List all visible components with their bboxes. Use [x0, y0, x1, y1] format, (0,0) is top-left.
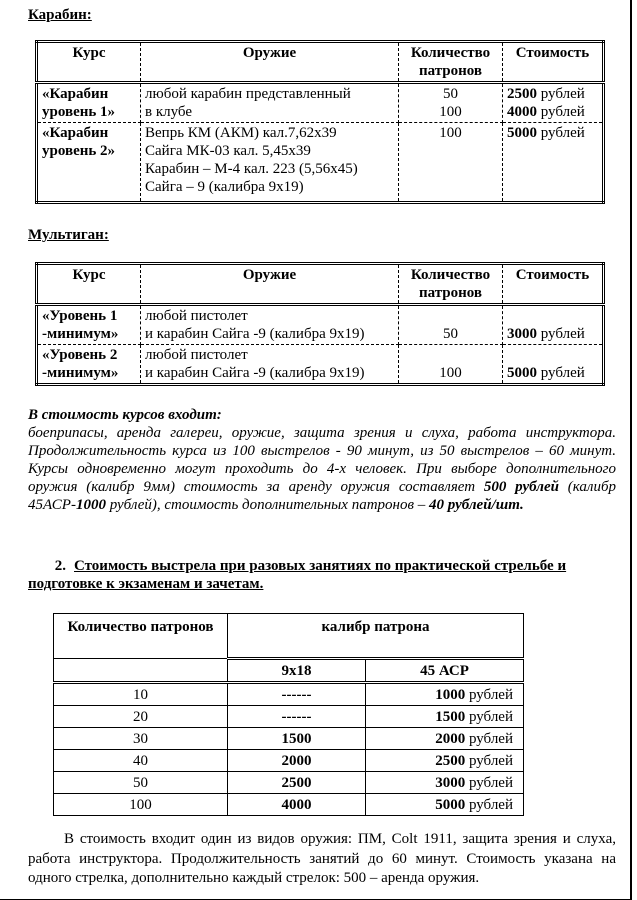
ammo-cell	[399, 83, 503, 123]
ammo-value: 100	[439, 125, 462, 141]
note-emphasis: 40 рублей/шт.	[429, 497, 524, 513]
price-cell	[503, 123, 604, 203]
price-cell	[503, 345, 604, 385]
header-ammo: Количество патронов	[399, 42, 503, 83]
price-number: 3000	[507, 326, 537, 342]
empty-cell	[54, 659, 228, 683]
weapon-line: Вепрь КМ (АКМ) кал.7,62х39	[145, 125, 337, 141]
header-course: Курс	[37, 42, 141, 83]
price-45acp	[366, 706, 524, 728]
price-unit: рублей	[537, 365, 585, 381]
table-row	[54, 750, 524, 772]
note-emphasis: 1000	[75, 497, 106, 513]
price-value	[507, 103, 598, 121]
weapon-line: Сайга – 9 (калибра 9х19)	[145, 179, 304, 195]
table-row	[54, 706, 524, 728]
weapon-line: любой пистолет	[145, 308, 248, 324]
header-caliber-45acp: 45 АСР	[366, 659, 524, 683]
price-number: 2000	[435, 730, 466, 747]
price-9x18: ------	[228, 683, 366, 706]
table-row	[54, 794, 524, 816]
ammo-count: 20	[54, 706, 228, 728]
price-number: 3000	[435, 774, 466, 791]
header-price: Стоимость	[503, 264, 604, 305]
weapon-cell	[141, 305, 399, 345]
single-session-price-table	[53, 613, 524, 816]
weapon-cell	[141, 83, 399, 123]
price-unit: рублей	[465, 708, 513, 725]
karabin-title: Карабин:	[28, 7, 92, 23]
price-number: 5000	[507, 365, 537, 381]
price-number: 1000	[435, 686, 466, 703]
multigan-table	[35, 262, 605, 386]
price-number: 5000	[507, 125, 537, 141]
footer-note: В стоимость входит один из видов оружия: ПМ, Colt 1911, защита зрения и слуха, работа инструктора. Продолжительность занятий до 60 минут. Стоимость указана на одного стрелка, дополнительно каждый стрелок: 500 – аренда оружия.	[28, 831, 616, 886]
ammo-count: 10	[54, 683, 228, 706]
weapon-line: и карабин Сайга -9 (калибра 9х19)	[145, 326, 365, 342]
weapon-line: и карабин Сайга -9 (калибра 9х19)	[145, 365, 365, 381]
price-number: 2500	[435, 752, 466, 769]
price-cell	[503, 83, 604, 123]
header-weapon: Оружие	[141, 42, 399, 83]
course-line: уровень 1»	[42, 104, 116, 120]
course-line: «Уровень 1	[42, 308, 118, 324]
price-cell	[503, 305, 604, 345]
price-9x18: 2000	[228, 750, 366, 772]
price-unit: рублей	[465, 774, 513, 791]
price-unit: рублей	[537, 125, 585, 141]
ammo-count: 50	[54, 772, 228, 794]
price-number: 2500	[507, 86, 537, 102]
ammo-cell	[399, 305, 503, 345]
course-cell	[37, 83, 141, 123]
price-unit: рублей	[537, 104, 585, 120]
weapon-cell	[141, 123, 399, 203]
ammo-count: 40	[54, 750, 228, 772]
course-line: -минимум»	[42, 326, 119, 342]
weapon-line: Карабин – М-4 кал. 223 (5,56х45)	[145, 161, 358, 177]
course-line: уровень 2»	[42, 143, 116, 159]
weapon-cell	[141, 345, 399, 385]
weapon-line: в клубе	[145, 104, 192, 120]
course-cell	[37, 305, 141, 345]
table-row	[37, 83, 604, 123]
ammo-cell	[399, 345, 503, 385]
table-row	[54, 683, 524, 706]
course-line: -минимум»	[42, 365, 119, 381]
note-text: рублей), стоимость дополнительных патронов –	[105, 497, 430, 513]
header-weapon: Оружие	[141, 264, 399, 305]
course-line: «Уровень 2	[42, 347, 118, 363]
price-45acp	[366, 794, 524, 816]
table-header-row	[37, 264, 604, 305]
note-emphasis: 500 рублей	[483, 479, 559, 495]
price-value	[507, 85, 598, 103]
note-body	[28, 424, 616, 514]
header-price: Стоимость	[503, 42, 604, 83]
header-course: Курс	[37, 264, 141, 305]
course-includes-note	[28, 406, 616, 514]
weapon-line: любой пистолет	[145, 347, 248, 363]
table-subheader-row	[54, 659, 524, 683]
header-caliber-9x18: 9х18	[228, 659, 366, 683]
price-value	[507, 325, 598, 343]
course-line: «Карабин	[42, 125, 109, 141]
header-ammo: Количество патронов	[399, 264, 503, 305]
note-text: боеприпасы, аренда галереи, оружие, защита зрения и слуха, работа инструктора. Продолжительность курса из 100 выстрелов - 90 минут, из 50 выстрелов – 60 минут. Курсы одновременно могут проходить до 4-х человек. При выборе дополнительного оружия (калибр 9мм) стоимость за аренду оружия составляет	[28, 425, 616, 495]
table-header-row	[37, 42, 604, 83]
section-title: Стоимость выстрела при разовых занятиях по практической стрельбе и подготовке к экзаменам и зачетам.	[28, 558, 567, 592]
table-row	[37, 305, 604, 345]
price-value	[507, 124, 598, 142]
price-number: 1500	[435, 708, 466, 725]
weapon-line: любой карабин представленный	[145, 86, 351, 102]
weapon-line: Сайга МК-03 кал. 5,45х39	[145, 143, 311, 159]
course-cell	[37, 345, 141, 385]
karabin-table	[35, 40, 605, 204]
price-unit: рублей	[465, 730, 513, 747]
course-line: «Карабин	[42, 86, 109, 102]
price-unit: рублей	[465, 796, 513, 813]
ammo-cell	[399, 123, 503, 203]
table-row	[54, 728, 524, 750]
ammo-value: 100	[439, 365, 462, 381]
table-row	[37, 345, 604, 385]
price-45acp	[366, 750, 524, 772]
price-9x18: 1500	[228, 728, 366, 750]
note-title: В стоимость курсов входит:	[28, 407, 222, 423]
price-9x18: 4000	[228, 794, 366, 816]
section-number: 2.	[54, 558, 66, 574]
price-number: 5000	[435, 796, 466, 813]
ammo-count: 100	[54, 794, 228, 816]
price-9x18: ------	[228, 706, 366, 728]
note-text: (калибр 45АСР-	[28, 479, 616, 513]
price-unit: рублей	[465, 686, 513, 703]
section2-heading	[28, 557, 618, 593]
header-caliber: калибр патрона	[228, 614, 524, 659]
price-unit: рублей	[537, 86, 585, 102]
price-unit: рублей	[537, 326, 585, 342]
course-cell	[37, 123, 141, 203]
price-number: 4000	[507, 104, 537, 120]
ammo-value: 50	[443, 326, 458, 342]
ammo-value: 100	[439, 104, 462, 120]
price-45acp	[366, 683, 524, 706]
price-45acp	[366, 772, 524, 794]
price-unit: рублей	[465, 752, 513, 769]
multigan-title: Мультиган:	[28, 227, 109, 243]
ammo-count: 30	[54, 728, 228, 750]
table-header-row	[54, 614, 524, 659]
ammo-value: 50	[443, 86, 458, 102]
table-row	[54, 772, 524, 794]
price-value	[507, 364, 598, 382]
price-9x18: 2500	[228, 772, 366, 794]
table-row	[37, 123, 604, 203]
price-45acp	[366, 728, 524, 750]
header-ammo-count: Количество патронов	[54, 614, 228, 659]
